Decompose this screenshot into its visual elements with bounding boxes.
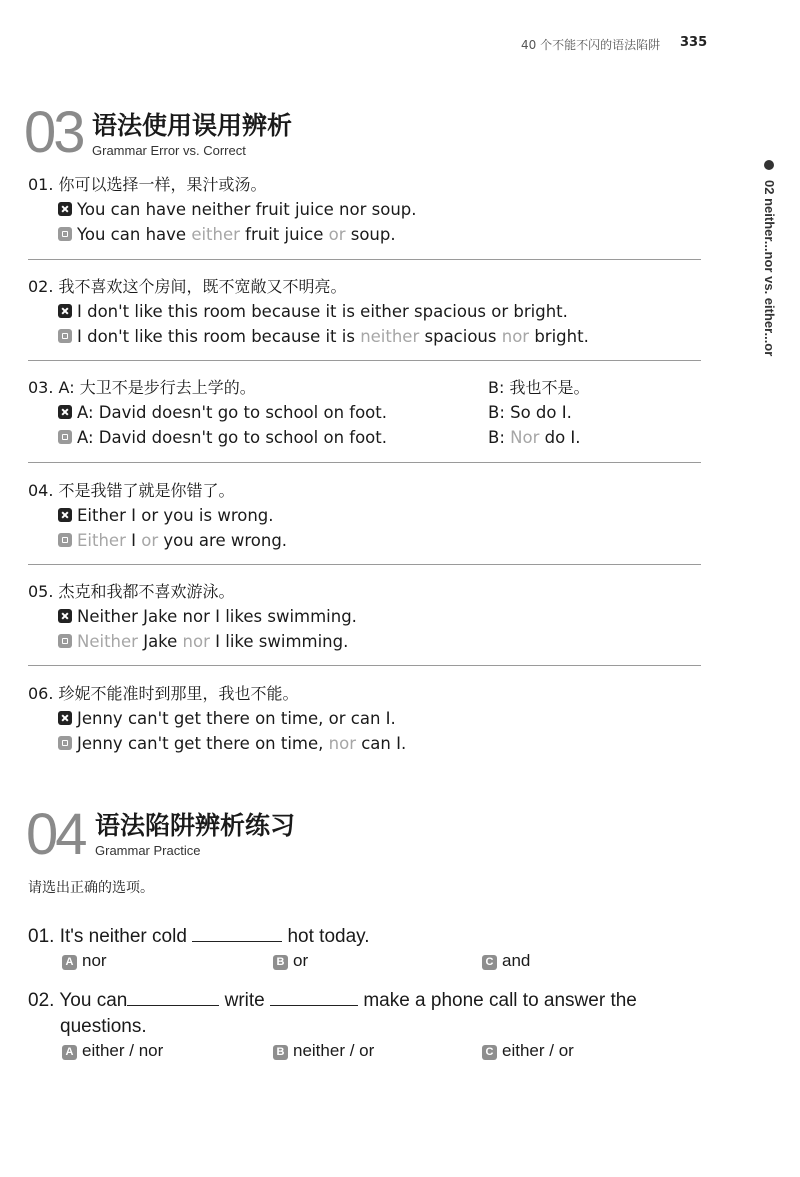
option-text: nor <box>82 951 107 970</box>
item-03-right-b <box>488 427 581 449</box>
item-number: 04. <box>28 481 54 500</box>
section-04-number: 04 <box>26 802 85 867</box>
wrong-sentence: Either I or you is wrong. <box>77 506 274 525</box>
highlight: Either <box>77 531 126 550</box>
question-number: 02. <box>28 990 55 1011</box>
item-01-question <box>28 174 267 196</box>
wrong-icon <box>58 711 72 725</box>
wrong-sentence: A: David doesn't go to school on foot. <box>77 403 387 422</box>
side-tab-number: 02 <box>762 180 777 195</box>
item-01-right <box>58 224 396 246</box>
option-letter: B <box>273 955 288 970</box>
wrong-icon <box>58 609 72 623</box>
text: hot today. <box>287 926 370 947</box>
item-02-wrong <box>58 301 568 323</box>
text: fruit juice <box>239 225 329 244</box>
item-chinese: 珍妮不能准时到那里，我也不能。 <box>58 684 299 703</box>
correct-icon <box>58 533 72 547</box>
option-text: either / or <box>502 1041 574 1060</box>
wrong-sentence: You can have neither fruit juice nor soup. <box>77 200 417 219</box>
text: You can have <box>77 225 192 244</box>
item-01-wrong <box>58 199 417 221</box>
text: write <box>224 990 271 1011</box>
side-tab-label <box>762 180 777 356</box>
text: make a phone call to answer the <box>363 990 637 1011</box>
correct-icon <box>58 227 72 241</box>
section-03-subtitle: Grammar Error vs. Correct <box>92 143 246 158</box>
item-03-question <box>28 377 256 399</box>
highlight: nor <box>328 734 356 753</box>
item-04-wrong <box>58 505 274 527</box>
item-04-right <box>58 530 287 552</box>
item-05-wrong <box>58 606 357 628</box>
text: It's neither cold <box>59 926 193 947</box>
highlight: or <box>141 531 159 550</box>
item-02-question <box>28 276 347 298</box>
item-05-question <box>28 581 235 603</box>
text: bright. <box>529 327 589 346</box>
page-number: 335 <box>680 35 708 50</box>
option-b[interactable] <box>273 951 308 971</box>
highlight: Nor <box>510 428 540 447</box>
option-letter: B <box>273 1045 288 1060</box>
text: can I. <box>355 734 407 753</box>
text: I don't like this room because it is <box>77 327 361 346</box>
text: Jake <box>137 632 183 651</box>
text: I like swimming. <box>209 632 349 651</box>
option-letter: C <box>482 955 497 970</box>
item-03-right <box>58 427 387 449</box>
option-text: or <box>293 951 309 970</box>
option-a[interactable] <box>62 951 107 971</box>
divider <box>28 462 701 463</box>
option-text: either / nor <box>82 1041 164 1060</box>
item-number: 06. <box>28 684 54 703</box>
wrong-icon <box>58 405 72 419</box>
item-06-right <box>58 733 406 755</box>
section-03-number: 03 <box>24 100 83 165</box>
text: Jenny can't get there on time, <box>77 734 329 753</box>
option-a[interactable] <box>62 1041 163 1061</box>
option-b[interactable] <box>273 1041 374 1061</box>
practice-question-02-line2: questions. <box>60 1016 147 1037</box>
item-number: 05. <box>28 582 54 601</box>
wrong-icon <box>58 202 72 216</box>
correct-icon <box>58 736 72 750</box>
question-number: 01. <box>28 926 55 947</box>
text: soup. <box>345 225 396 244</box>
section-04-subtitle: Grammar Practice <box>95 843 201 858</box>
divider <box>28 259 701 260</box>
item-chinese: 不是我错了就是你错了。 <box>58 481 235 500</box>
correct-icon <box>58 430 72 444</box>
section-03-title: 语法使用误用辨析 <box>92 111 293 140</box>
item-number: 02. <box>28 277 54 296</box>
answer-blank[interactable] <box>270 989 358 1006</box>
answer-blank[interactable] <box>127 989 219 1006</box>
highlight: either <box>191 225 240 244</box>
item-chinese: 我不喜欢这个房间，既不宽敞又不明亮。 <box>58 277 347 296</box>
option-letter: A <box>62 955 77 970</box>
option-letter: C <box>482 1045 497 1060</box>
text: do I. <box>539 428 581 447</box>
item-03-question-b: B: 我也不是。 <box>488 378 590 397</box>
item-06-wrong <box>58 708 396 730</box>
item-02-right <box>58 326 589 348</box>
text: A: David doesn't go to school on foot. <box>77 428 387 447</box>
option-c[interactable] <box>482 1041 574 1061</box>
wrong-sentence: Jenny can't get there on time, or can I. <box>77 709 396 728</box>
text: I <box>125 531 142 550</box>
side-tab-text: neither...nor vs. either...or <box>762 198 777 357</box>
instruction: 请选出正确的选项。 <box>28 880 154 896</box>
text: You can <box>59 990 128 1011</box>
item-chinese: 你可以选择一样，果汁或汤。 <box>58 175 267 194</box>
item-chinese: 杰克和我都不喜欢游泳。 <box>58 582 235 601</box>
divider <box>28 360 701 361</box>
highlight: nor <box>182 632 210 651</box>
highlight: Neither <box>77 632 138 651</box>
item-04-question <box>28 480 235 502</box>
item-06-question <box>28 683 299 705</box>
item-03-wrong-b: B: So do I. <box>488 403 572 422</box>
text: you are wrong. <box>158 531 288 550</box>
wrong-icon <box>58 304 72 318</box>
option-letter: A <box>62 1045 77 1060</box>
item-05-right <box>58 631 348 653</box>
highlight: or <box>328 225 346 244</box>
side-tab-dot <box>764 160 774 170</box>
wrong-sentence: Neither Jake nor I likes swimming. <box>77 607 357 626</box>
item-number: 03. <box>28 378 54 397</box>
item-chinese: A: 大卫不是步行去上学的。 <box>58 378 256 397</box>
practice-question-02 <box>28 988 637 1014</box>
wrong-sentence: I don't like this room because it is either spacious or bright. <box>77 302 568 321</box>
highlight: nor <box>501 327 530 346</box>
wrong-icon <box>58 508 72 522</box>
answer-blank[interactable] <box>192 925 282 942</box>
highlight: neither <box>360 327 420 346</box>
text: spacious <box>419 327 502 346</box>
divider <box>28 564 701 565</box>
text: B: <box>488 428 511 447</box>
correct-icon <box>58 329 72 343</box>
divider <box>28 665 701 666</box>
section-04-title: 语法陷阱辨析练习 <box>95 811 296 840</box>
running-header-title: 40 个不能不闪的语法陷阱 <box>521 38 661 52</box>
item-03-wrong <box>58 402 387 424</box>
correct-icon <box>58 634 72 648</box>
option-text: and <box>502 951 531 970</box>
item-number: 01. <box>28 175 54 194</box>
option-text: neither / or <box>293 1041 375 1060</box>
practice-question-01 <box>28 924 370 950</box>
option-c[interactable] <box>482 951 530 971</box>
